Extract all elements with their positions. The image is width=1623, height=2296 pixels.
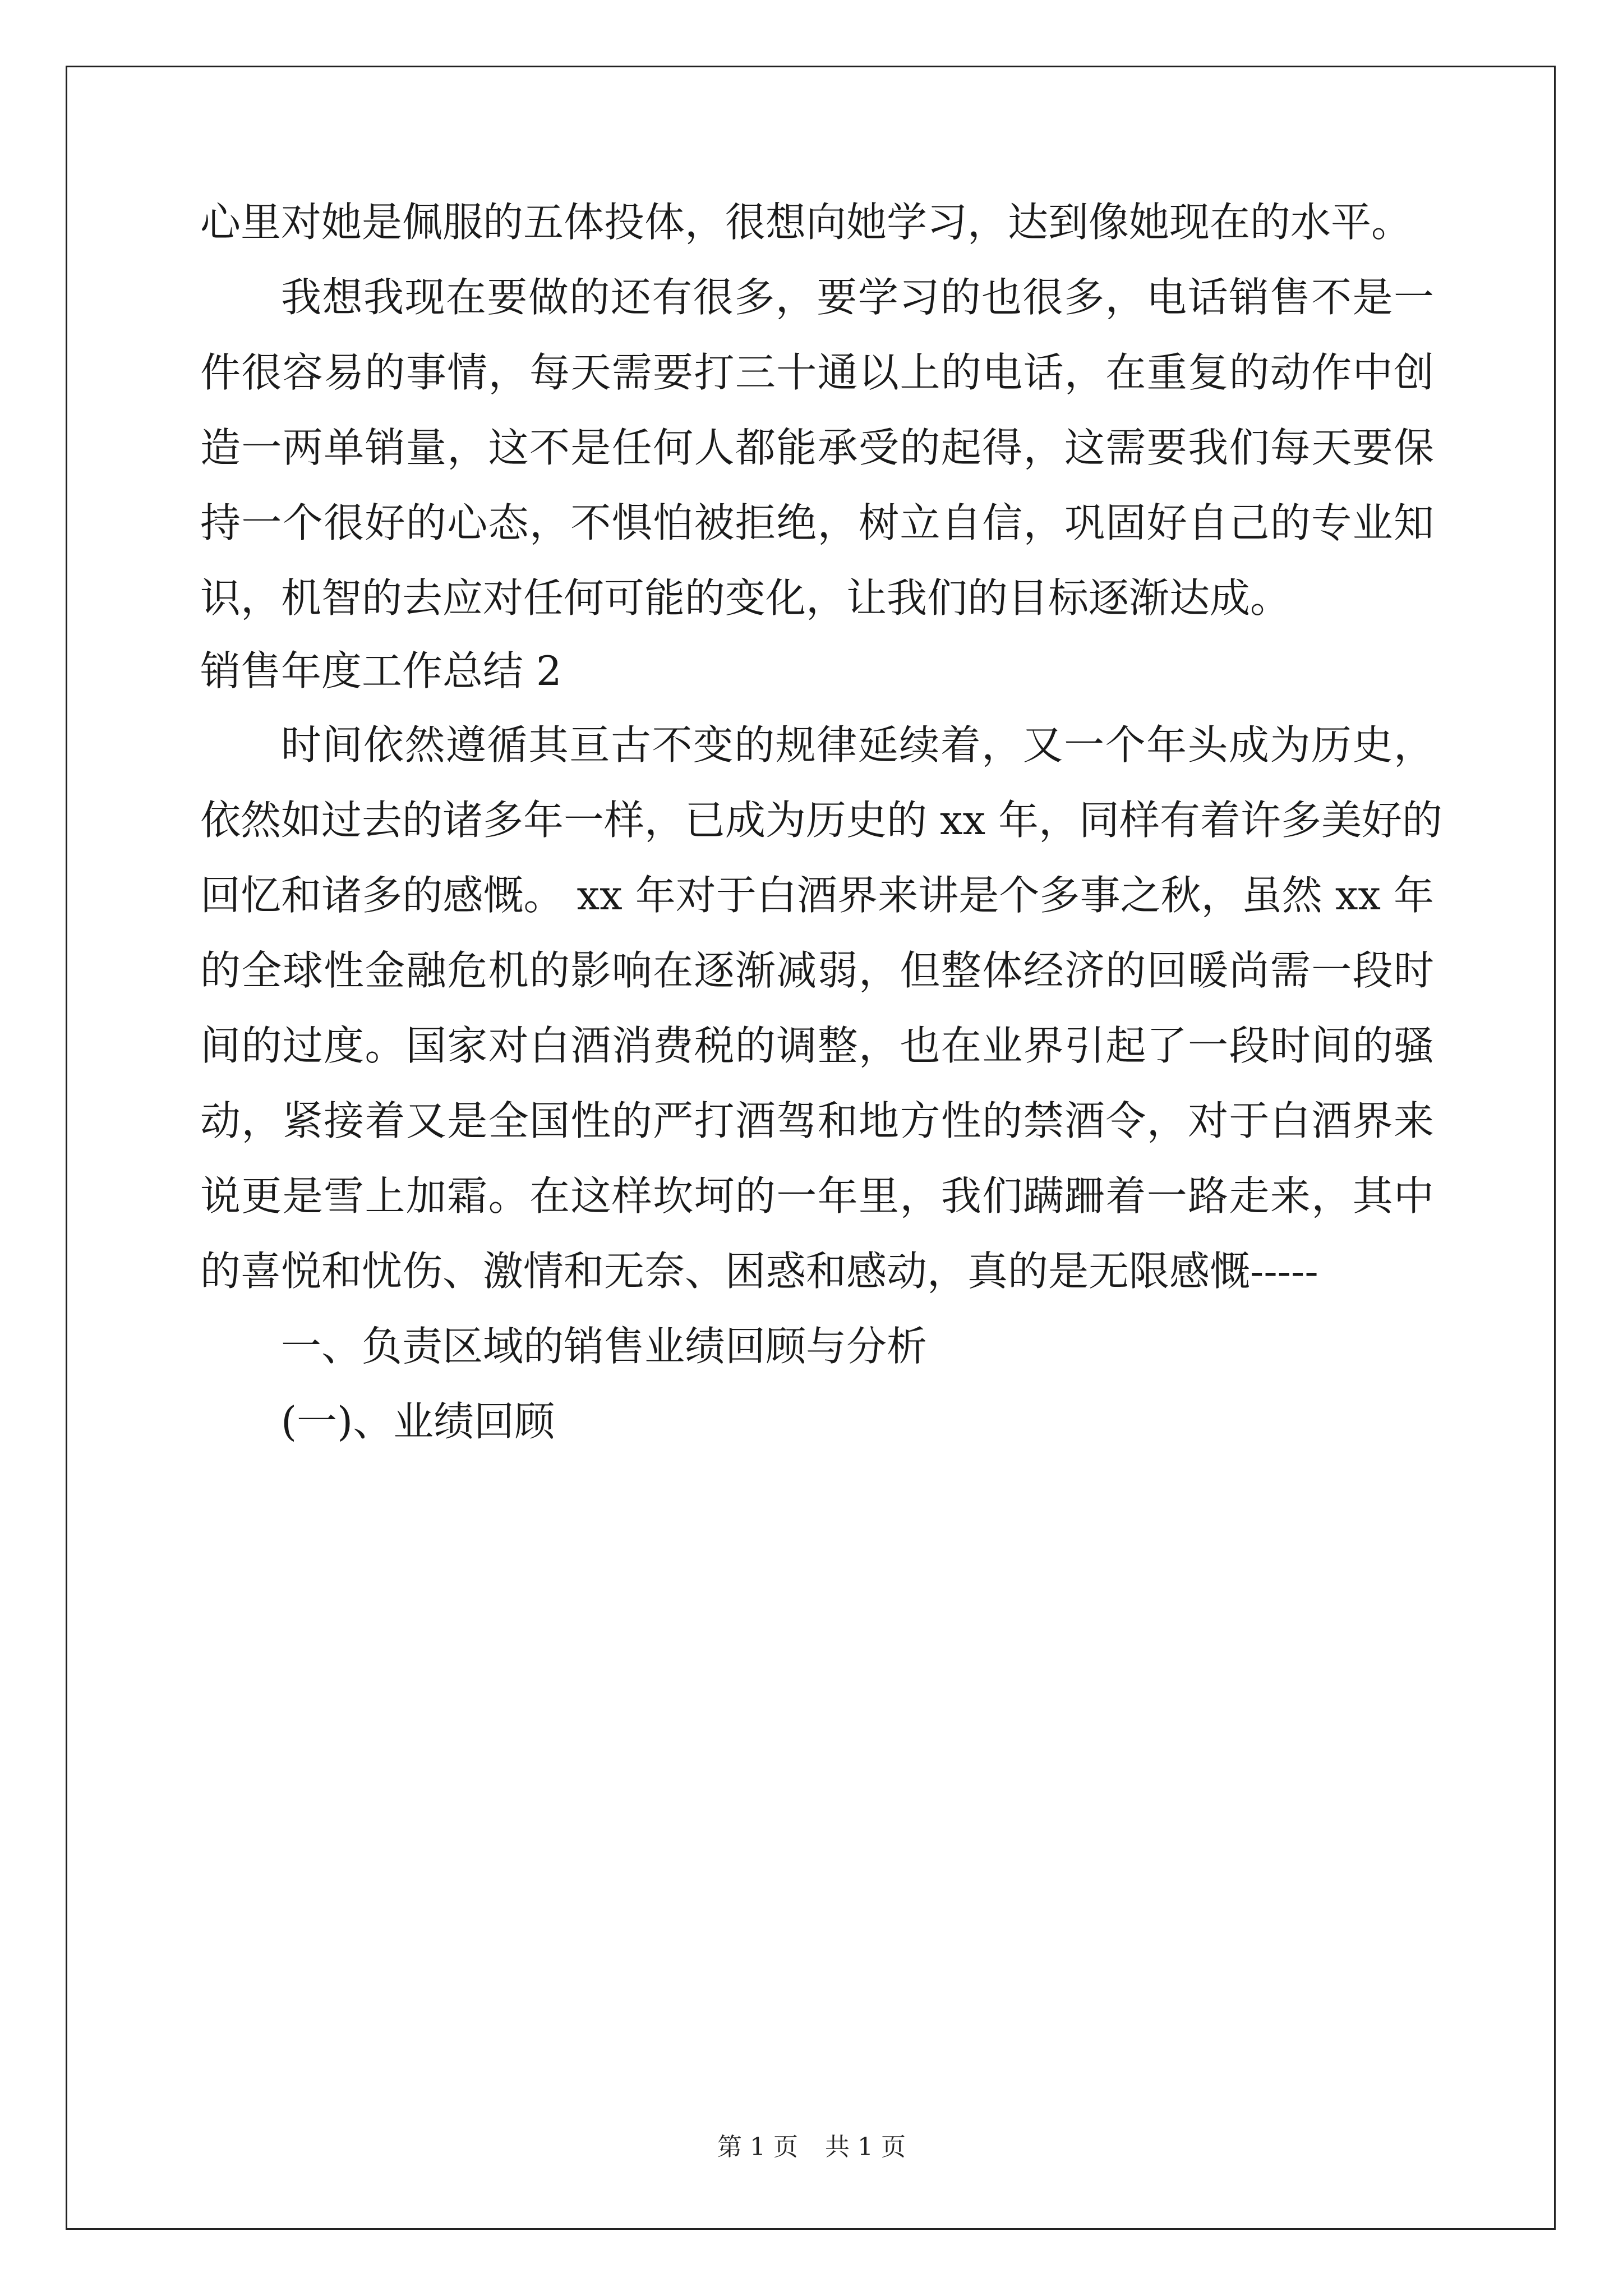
page-total: 共 1 页 [825, 2133, 906, 2161]
paragraph-line: 心里对她是佩服的五体投体，很想向她学习，达到像她现在的水平。 [200, 199, 1412, 246]
subsection-heading: 一、负责区域的销售业绩回顾与分析 [281, 1323, 928, 1370]
paragraph-line: 识，机智的去应对任何可能的变化，让我们的目标逐渐达成。 [200, 574, 1291, 622]
paragraph-line: 依然如过去的诸多年一样，已成为历史的 xx 年，同样有着许多美好的 [200, 797, 1442, 844]
paragraph-line: 说更是雪上加霜。在这样坎坷的一年里，我们蹒跚着一路走来，其中 [200, 1172, 1434, 1220]
paragraph-line: 持一个很好的心态，不惧怕被拒绝，树立自信，巩固好自己的专业知 [200, 499, 1434, 546]
subsection-heading: (一)、业绩回顾 [281, 1398, 555, 1445]
paragraph-line: 时间依然遵循其亘古不变的规律延续着，又一个年头成为历史， [281, 721, 1434, 769]
paragraph-line: 的全球性金融危机的影响在逐渐减弱，但整体经济的回暖尚需一段时 [200, 947, 1434, 994]
paragraph-line: 件很容易的事情，每天需要打三十通以上的电话，在重复的动作中创 [200, 349, 1434, 396]
paragraph-line: 我想我现在要做的还有很多，要学习的也很多，电话销售不是一 [281, 274, 1434, 321]
paragraph-line: 动，紧接着又是全国性的严打酒驾和地方性的禁酒令，对于白酒界来 [200, 1097, 1434, 1144]
paragraph-line: 的喜悦和忧伤、激情和无奈、困惑和感动，真的是无限感慨----- [200, 1248, 1318, 1295]
paragraph-line: 间的过度。国家对白酒消费税的调整，也在业界引起了一段时间的骚 [200, 1022, 1434, 1069]
paragraph-line: 回忆和诸多的感慨。 xx 年对于白酒界来讲是个多事之秋，虽然 xx 年 [200, 872, 1434, 919]
section-heading: 销售年度工作总结 2 [200, 647, 562, 694]
page-number: 第 1 页 [717, 2133, 798, 2161]
page-footer [0, 2133, 1623, 2162]
paragraph-line: 造一两单销量，这不是任何人都能承受的起得，这需要我们每天要保 [200, 424, 1434, 471]
